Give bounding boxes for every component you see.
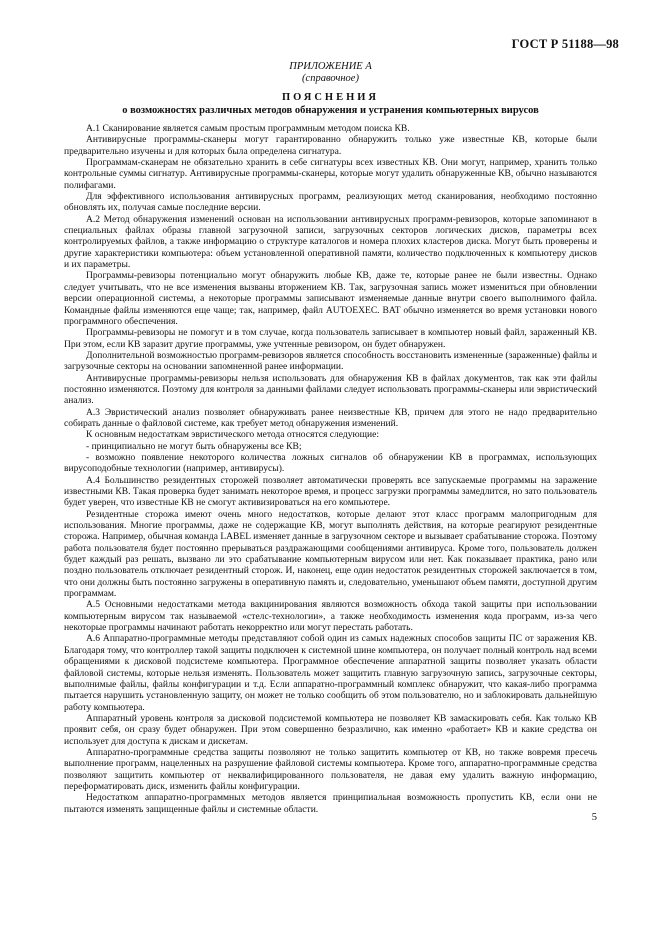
paragraph: Дополнительной возможностью программ-ревизоров является способность восстановить измененные (зараженные) файлы и загрузочные секторы на основании запомненной ранее информации. (64, 349, 597, 373)
body-text (64, 123, 597, 815)
paragraph: Недостатком аппаратно-программных методов является принципиальная возможность пропустить КВ, если они не пытаются изменять защищенные файлы и системные области. (64, 792, 597, 815)
paragraph: Антивирусные программы-ревизоры нельзя использовать для обнаружения КВ в файлах документов, так как эти файлы постоянно изменяются. Поэтому для контроля за данными файлами следует использовать программы-сканеры или эвристический анализ. (64, 372, 597, 407)
paragraph: Антивирусные программы-сканеры могут гарантированно обнаружить только уже известные КВ, которые были предварительно изучены и для которых была определена сигнатура. (64, 134, 597, 157)
paragraph: Резидентные сторожа имеют очень много недостатков, которые делают этот класс программ малопригодным для использования. Многие программы, даже не содержащие КВ, могут выполнять действия, на которые реагируют резидентные сторожа. Например, обычная команда LABEL изменяет данные в загрузочном секторе и вызывает срабатывание сторожа. Поэтому работа пользователя будет постоянно прерываться раздражающими сообщениями антивируса. Кроме того, пользователь должен будет каждый раз решать, вызвано ли это срабатывание компьютерным вирусом или нет. Как показывает практика, рано или поздно пользователь отключает резидентный сторож. И, наконец, еще один недостаток резидентных сторожей заключается в том, что они должны быть постоянно загружены в оперативную память и, следовательно, уменьшают объем памяти, доступной другим программам. (64, 508, 597, 600)
paragraph: Программы-ревизоры не помогут и в том случае, когда пользователь записывает в компьютер новый файл, зараженный КВ. При этом, если КВ заразит другие программы, уже учтенные ревизором, он будет обнаружен. (64, 327, 597, 350)
standard-code: ГОСТ Р 51188—98 (511, 37, 619, 51)
paragraph: А.5 Основными недостатками метода вакцинирования являются возможность обхода такой защиты при использовании компьютерным вирусом так называемой «стелс-технологии», а также необходимость изменения кода программ, из-за чего некоторые программы начинают работать некорректно или могут перестать работать. (64, 599, 597, 634)
paragraph: А.3 Эвристический анализ позволяет обнаруживать ранее неизвестные КВ, причем для этого не надо предварительно собирать данные о файловой системе, как требует метод обнаружения изменений. (64, 406, 597, 429)
paragraph: Программы-ревизоры потенциально могут обнаружить любые КВ, даже те, которые ранее не были известны. Однако следует учитывать, что не все изменения вызваны вторжением КВ. Так, загрузочная запись может измениться при обновлении версии операционной системы, а некоторые программы записывают изменяемые данные внутри своего выполнимого файла. Командные файлы изменяются еще чаще; так, например, файл AUTOEXEC. BAT обычно изменяется во время установки нового программного обеспечения. (64, 270, 597, 327)
section-title: ПОЯСНЕНИЯ (281, 92, 380, 103)
paragraph: А.6 Аппаратно-программные методы представляют собой один из самых надежных способов защиты ПС от заражения КВ. Благодаря тому, что контроллер такой защиты подключен к системной шине компьютера, он получает полный контроль над всеми обращениями к дисковой подсистеме компьютера. Программное обеспечение аппаратной защиты позволяет указать области файловой системы, которые нельзя изменять. Пользователь может защитить главную загрузочную запись, загрузочные секторы, выполнимые файлы, файлы конфигурации и т.д. Если аппаратно-программный комплекс обнаружит, что какая-либо программа пытается нарушить установленную защиту, он может не только сообщить об этом пользователю, но и заблокировать дальнейшую работу компьютера. (64, 633, 597, 713)
list-item: - возможно появление некоторого количества ложных сигналов об обнаружении КВ в программах, использующих вирусоподобные технологии (например, антивирусы). (64, 451, 597, 475)
page-number: 5 (591, 812, 597, 823)
appendix-subtitle: (справочное) (302, 73, 359, 84)
appendix-heading (0, 61, 661, 85)
section-heading (0, 91, 661, 117)
paragraph: К основным недостаткам эвристического метода относятся следующие: (86, 429, 379, 441)
paragraph: А.1 Сканирование является самым простым программным методом поиска КВ. (86, 123, 410, 134)
section-subtitle: о возможностях различных методов обнаружения и устранения компьютерных вирусов (122, 105, 539, 116)
list-item: - принципиально не могут быть обнаружены все КВ; (86, 440, 302, 452)
paragraph: Программам-сканерам не обязательно хранить в себе сигнатуры всех известных КВ. Они могут, например, хранить только контрольные суммы сигнатур. Антивирусные программы-сканеры, которые могут удалить обнаруженные КВ, обычно называются полифагами. (64, 157, 597, 191)
paragraph: Аппаратный уровень контроля за дисковой подсистемой компьютера не позволяет КВ замаскировать себя. Как только КВ проявит себя, он сразу будет обнаружен. При этом совершенно безразлично, как именно «работает» КВ и какие средства он использует для доступа к дискам и дискетам. (64, 712, 597, 747)
appendix-title: ПРИЛОЖЕНИЕ А (289, 61, 372, 72)
paragraph: Для эффективного использования антивирусных программ, реализующих метод сканирования, необходимо постоянно обновлять их, получая самые последние версии. (64, 191, 597, 214)
paragraph: А.2 Метод обнаружения изменений основан на использовании антивирусных программ-ревизоров, которые запоминают в специальных файлах образы главной загрузочной записи, загрузочных секторов логических дисков, параметры всех контролируемых файлов, а также информацию о структуре каталогов и номера плохих кластеров диска. Могут быть проверены и другие характеристики компьютера: объем установленной оперативной памяти, количество подключенных к компьютеру дисков и их параметры. (64, 213, 597, 271)
paragraph: Аппаратно-программные средства защиты позволяют не только защитить компьютер от КВ, но также вовремя пресечь выполнение программ, нацеленных на разрушение файловой системы компьютера. Кроме того, аппаратно-программные средства позволяют защитить компьютер от неквалифицированного пользователя, не давая ему удалить важную информацию, переформатировать диск, изменить файлы конфигурации. (64, 746, 597, 792)
paragraph: А.4 Большинство резидентных сторожей позволяет автоматически проверять все запускаемые программы на заражение известными КВ. Такая проверка будет занимать некоторое время, и процесс загрузки программы замедлится, но зато пользователь будет уверен, что известные КВ не смогут активизироваться на его компьютере. (64, 474, 597, 509)
